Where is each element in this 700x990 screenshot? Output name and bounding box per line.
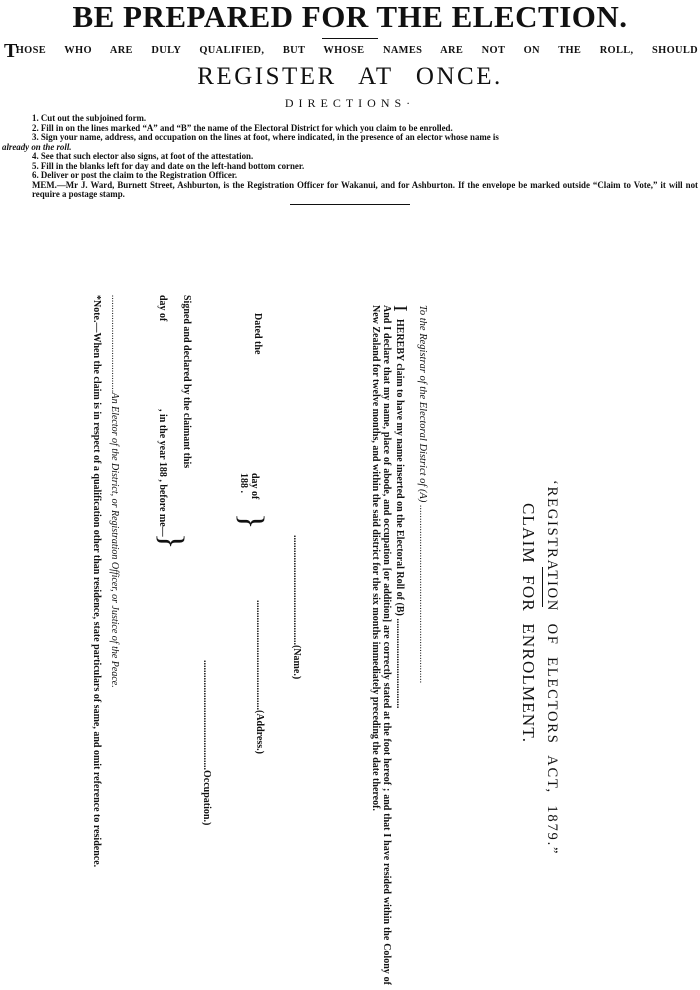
declaration-text: And I declare that my name, place of abode, and occupation [or addition] are correctly stated at the foot hereof ; and that I have resided within the Colony of New Zealand for twelve months, and within the said district for the six months immediately preceding the date thereof. (370, 305, 392, 985)
dated-label: Dated the (252, 313, 263, 355)
elector-attestation-line: .......................................An Elector of the District, or Registration Officer, or Justice of the Peace. (109, 295, 120, 688)
notice-divider (290, 204, 410, 205)
claim-line: HEREBY claim to have my name inserted on the Electoral Roll of (B) .................................... (394, 319, 405, 709)
directions-list (2, 114, 698, 200)
brace-left: } (233, 513, 270, 530)
registrar-line: To the Registrar of the Electoral District of (A) .................................................................... (417, 305, 428, 684)
occupation-line: ............................................Occupation.) (201, 660, 212, 826)
register-heading: REGISTER AT ONCE. (197, 63, 503, 90)
day-of-label: day of (249, 473, 260, 500)
drop-capital-i: I (389, 305, 411, 312)
subheadline-text: HOSE WHO ARE DULY QUALIFIED, BUT WHOSE NAMES ARE NOT ON THE ROLL, SHOULD (15, 45, 698, 56)
direction-item: 4. See that such elector also signs, at foot of the attestation. (32, 151, 254, 161)
year-label: 188 . (238, 473, 249, 493)
subheadline (4, 40, 698, 63)
headline: BE PREPARED FOR THE ELECTION. (72, 0, 628, 34)
headline-divider (322, 38, 378, 39)
direction-item: 5. Fill in the blanks left for day and date on the left-hand bottom corner. (32, 160, 305, 171)
directions-title: DIRECTIONS· (284, 96, 416, 110)
direction-item: 2. Fill in on the lines marked “A” and “B” the name of the Electoral District for which you claim to be enrolled. (32, 122, 453, 133)
direction-item: 1. Cut out the subjoined form. (32, 113, 147, 123)
act-title: ‘REGISTRATION OF ELECTORS ACT, 1879.” (544, 480, 560, 856)
memo: MEM.—Mr J. Ward, Burnett Street, Ashburton, is the Registration Officer for Wakanui, and for Ashburton. If the envelope be marked outside “Claim to Vote,” it will not require a postage stamp. (32, 179, 698, 199)
name-line: ............................................(Name.) (291, 535, 302, 680)
claim-form (80, 295, 560, 985)
signed-declared-label: Signed and declared by the claimant this (181, 295, 192, 469)
direction-item: already on the roll. (2, 141, 72, 152)
day-of-label-2: day of (157, 295, 168, 322)
direction-item: 6. Deliver or post the claim to the Registration Officer. (32, 170, 238, 180)
direction-item: 3. Sign your name, address, and occupation on the lines at foot, where indicated, in the presence of an elector whose name is (32, 132, 499, 142)
brace-right: } (153, 533, 190, 550)
footnote: *Note.—When the claim is in respect of a qualification other than residence, state particulars of same, and omit reference to residence. (91, 295, 102, 868)
year-before-me-label: , in the year 188 , before me— (157, 409, 168, 537)
address-line: ............................................(Address.) (254, 600, 265, 754)
title-divider (542, 567, 543, 607)
drop-capital: T (4, 40, 18, 62)
claim-title: CLAIM FOR ENROLMENT. (519, 503, 538, 744)
